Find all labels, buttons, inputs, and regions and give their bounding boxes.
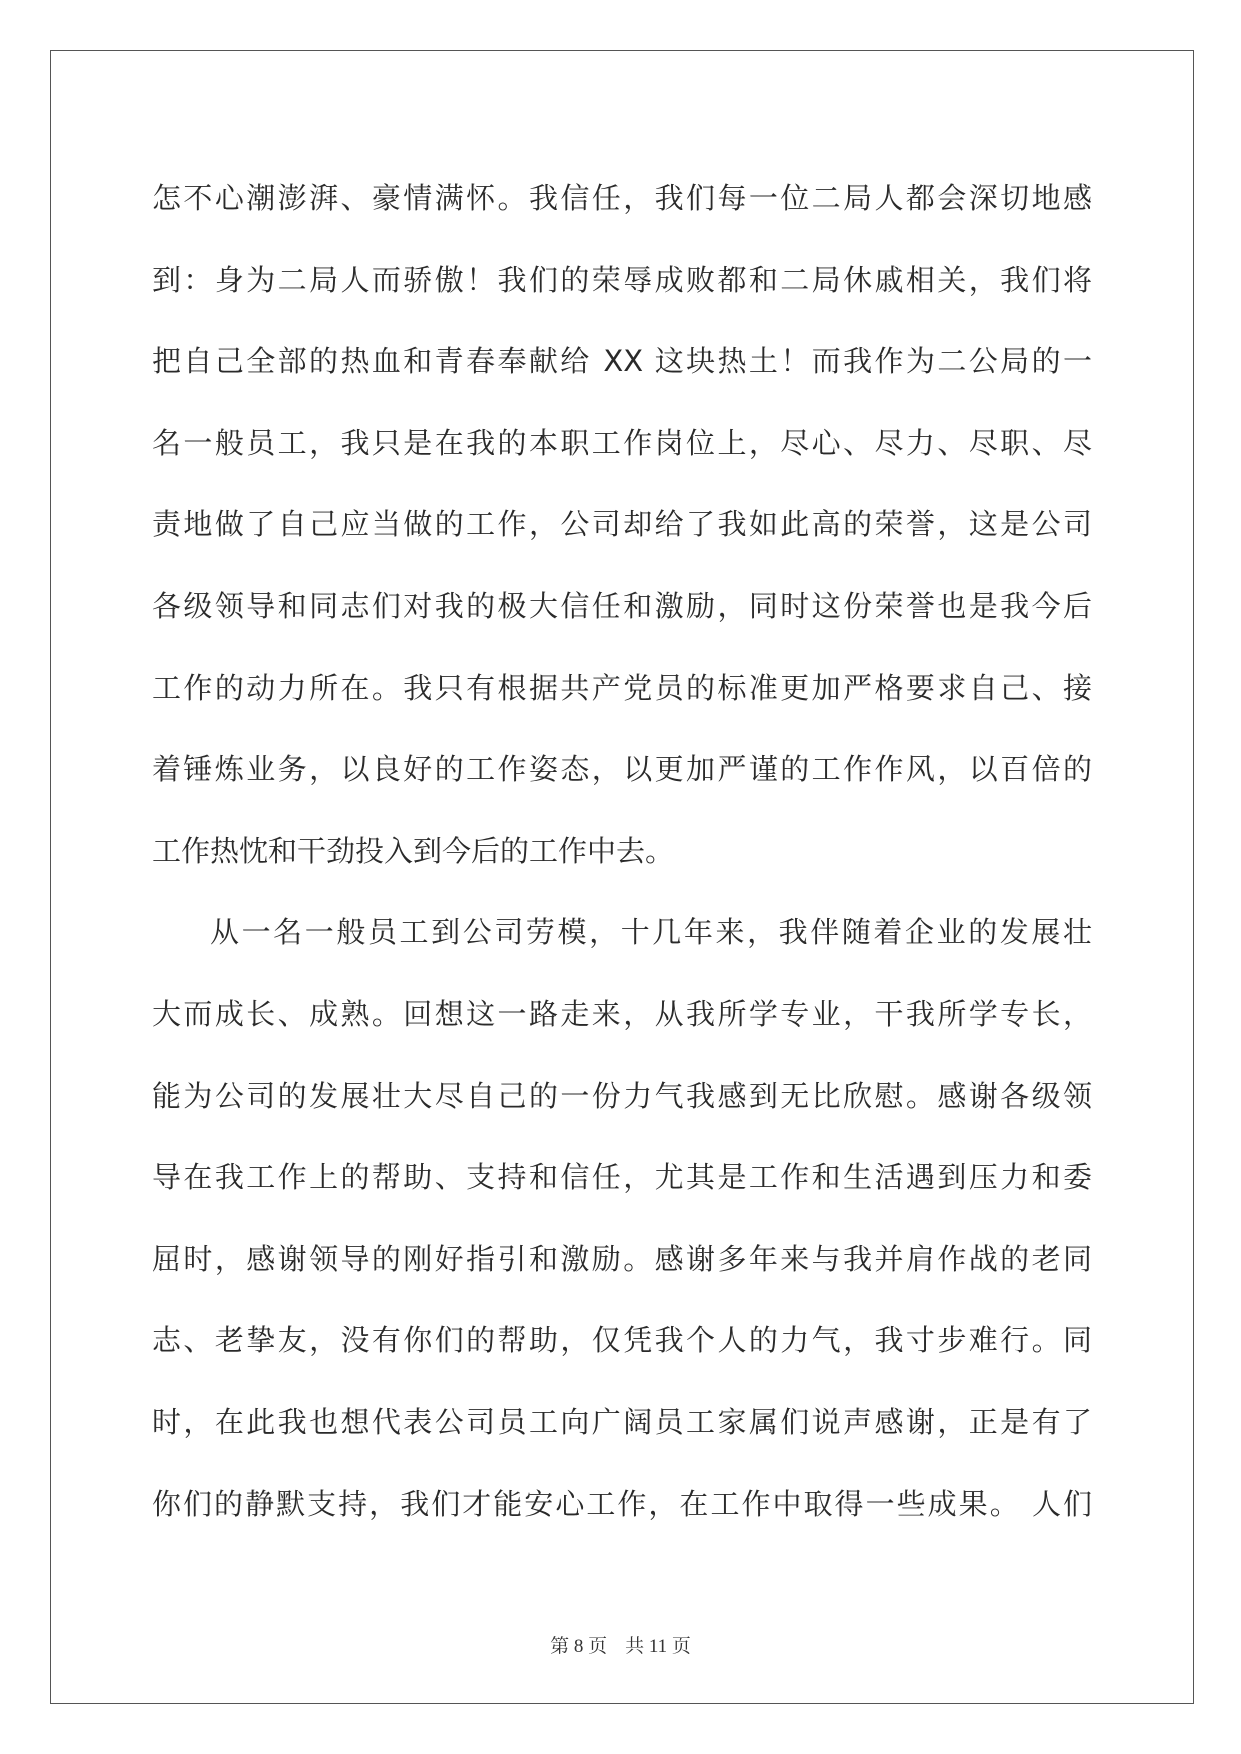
text-line: 屈时，感谢领导的刚好指引和激励。感谢多年来与我并肩作战的老同 (152, 1241, 1092, 1276)
text-line: 工作热忱和干劲投入到今后的工作中去。 (152, 833, 675, 868)
text-line: 工作的动力所在。我只有根据共产党员的标准更加严格要求自己、接 (152, 670, 1092, 705)
paragraph-2 (152, 892, 1092, 1545)
total-pages-label: 共 11 页 (625, 1636, 691, 1657)
text-line: 怎不心潮澎湃、豪情满怀。我信任，我们每一位二局人都会深切地感 (152, 181, 1092, 215)
text-line: 志、老挚友，没有你们的帮助，仅凭我个人的力气，我寸步难行。同 (152, 1323, 1092, 1358)
text-line: 着锤炼业务，以良好的工作姿态，以更加严谨的工作作风，以百倍的 (152, 752, 1092, 787)
text-line: 到：身为二局人而骄傲！我们的荣辱成败都和二局休戚相关，我们将 (152, 262, 1092, 297)
text-line: 能为公司的发展壮大尽自己的一份力气我感到无比欣慰。感谢各级领 (152, 1078, 1092, 1113)
page-footer (0, 1631, 1241, 1658)
text-line: 责地做了自己应当做的工作，公司却给了我如此高的荣誉，这是公司 (152, 507, 1092, 542)
text-line: 各级领导和同志们对我的极大信任和激励，同时这份荣誉也是我今后 (152, 588, 1092, 623)
text-line: 大而成长、成熟。回想这一路走来，从我所学专业，干我所学专长， (152, 996, 1092, 1031)
text-line: 从一名一般员工到公司劳模，十几年来，我伴随着企业的发展壮 (210, 915, 1092, 950)
text-line: 把自己全部的热血和青春奉献给 XX 这块热土！而我作为二公局的一 (152, 344, 1092, 379)
document-body (152, 158, 1092, 1545)
text-line: 名一般员工，我只是在我的本职工作岗位上，尽心、尽力、尽职、尽 (152, 425, 1092, 460)
text-line: 你们的静默支持，我们才能安心工作，在工作中取得一些成果。 人们 (152, 1486, 1092, 1521)
paragraph-1 (152, 158, 1092, 892)
current-page-label: 第 8 页 (550, 1636, 608, 1657)
text-line: 导在我工作上的帮助、支持和信任，尤其是工作和生活遇到压力和委 (152, 1160, 1092, 1195)
text-line: 时，在此我也想代表公司员工向广阔员工家属们说声感谢，正是有了 (152, 1404, 1092, 1439)
